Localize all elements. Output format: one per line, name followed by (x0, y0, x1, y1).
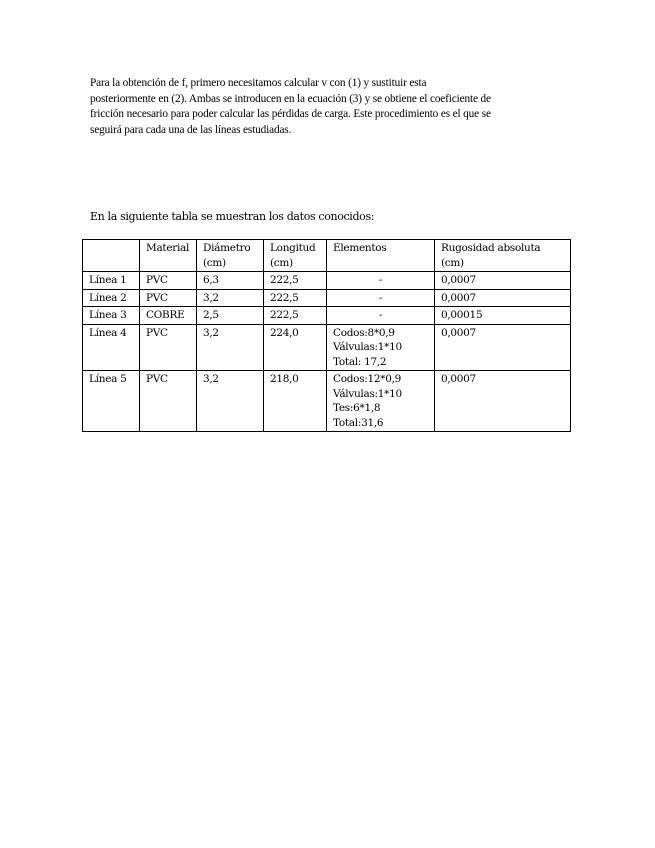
cell-rugosidad: 0,0007 (435, 272, 571, 290)
intro-line: posteriormente en (2). Ambas se introducen en la ecuación (3) y se obtiene el coeficiente de (90, 92, 491, 105)
cell-longitud: 222,5 (264, 289, 327, 307)
cell-diametro: 6,3 (197, 272, 264, 290)
cell-linea: Línea 3 (83, 307, 140, 325)
cell-material: PVC (140, 371, 197, 432)
header-elementos: Elementos (327, 240, 435, 272)
cell-rugosidad: 0,0007 (435, 324, 571, 371)
cell-material: PVC (140, 272, 197, 290)
intro-line: Para la obtención de f, primero necesitamos calcular v con (1) y sustituir esta (90, 77, 427, 89)
cell-linea: Línea 2 (83, 289, 140, 307)
cell-longitud: 222,5 (264, 307, 327, 325)
table-header-row (83, 240, 571, 272)
cell-linea: Línea 4 (83, 324, 140, 371)
header-longitud: Longitud (cm) (264, 240, 327, 272)
header-diametro: Diámetro (cm) (197, 240, 264, 272)
cell-diametro: 3,2 (197, 324, 264, 371)
header-empty (83, 240, 140, 272)
table-caption: En la siguiente tabla se muestran los datos conocidos: (90, 210, 375, 223)
header-material: Material (140, 240, 197, 272)
table-row (83, 324, 571, 371)
header-rugosidad: Rugosidad absoluta (cm) (435, 240, 571, 272)
cell-elementos: - (327, 289, 435, 307)
cell-linea: Línea 5 (83, 371, 140, 432)
cell-diametro: 3,2 (197, 289, 264, 307)
intro-line: seguirá para cada una de las líneas estudiadas. (90, 123, 292, 136)
cell-longitud: 222,5 (264, 272, 327, 290)
cell-diametro: 2,5 (197, 307, 264, 325)
cell-material: PVC (140, 289, 197, 307)
cell-elementos: Codos:8*0,9 Válvulas:1*10 Total: 17,2 (327, 324, 435, 371)
cell-diametro: 3,2 (197, 371, 264, 432)
table-row (83, 289, 571, 307)
cell-material: COBRE (140, 307, 197, 325)
cell-linea: Línea 1 (83, 272, 140, 290)
cell-elementos: - (327, 307, 435, 325)
cell-material: PVC (140, 324, 197, 371)
cell-rugosidad: 0,00015 (435, 307, 571, 325)
intro-paragraph (90, 76, 570, 138)
table-row (83, 371, 571, 432)
cell-elementos: - (327, 272, 435, 290)
cell-longitud: 218,0 (264, 371, 327, 432)
table-row (83, 272, 571, 290)
cell-elementos: Codos:12*0,9 Válvulas:1*10 Tes:6*1,8 Total:31,6 (327, 371, 435, 432)
known-data-table (82, 239, 571, 432)
cell-rugosidad: 0,0007 (435, 371, 571, 432)
intro-line: fricción necesario para poder calcular las pérdidas de carga. Este procedimiento es el que se (90, 108, 491, 120)
cell-rugosidad: 0,0007 (435, 289, 571, 307)
cell-longitud: 224,0 (264, 324, 327, 371)
table-row (83, 307, 571, 325)
